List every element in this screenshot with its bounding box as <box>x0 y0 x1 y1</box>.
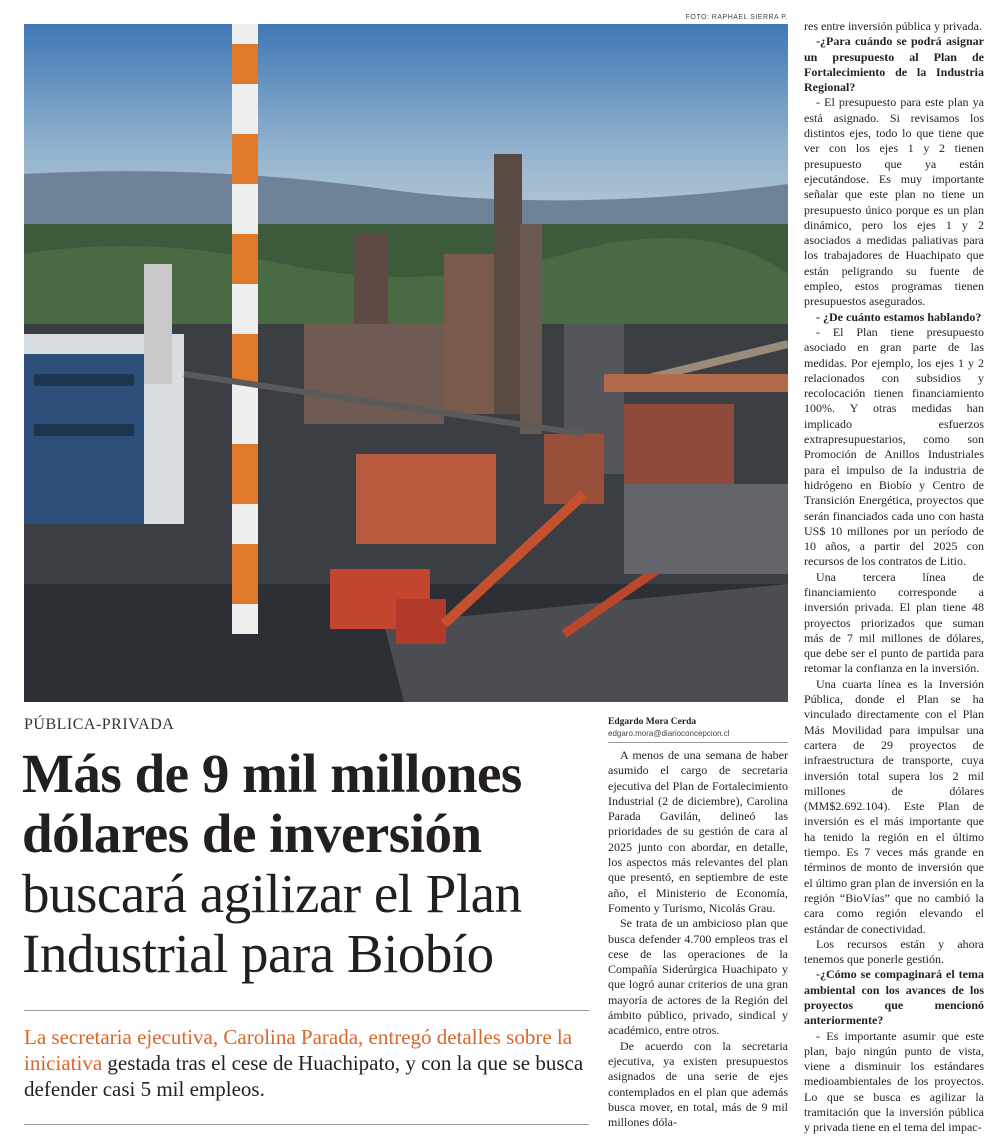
byline-email: edgaro.mora@diarioconcepcion.cl <box>608 729 730 738</box>
deck-accent: La secretaria ejecutiva, Carolina Parada, entregó detalles sobre la iniciativa <box>24 1025 573 1075</box>
bottom-rule <box>24 1124 589 1125</box>
body-paragraph: De acuerdo con la secretaria ejecutiva, ya existen presupuestos asignados de una serie de ejes contemplados en el plan que además busca mover, en total, más de 9 mil millones dóla- <box>608 1038 788 1130</box>
industrial-plant-photo <box>24 24 788 702</box>
byline <box>608 717 798 739</box>
body-paragraph: - El Plan tiene presupuesto asociado en gran parte de las medidas. Por ejemplo, los ejes 1 y 2 relacionados con subsidios y recolocación tienen financiamiento 100%. Y otras medidas han implicado esfuerzos extrapresupuestarios, como son Promoción de Anillos Industriales para el impulso de la industria de hidrógeno en Biobío y Centro de Transición Energética, proyectos que serán financiados cada uno con hasta US$ 10 millones por un período de 10 años, a partir del 2025 con recursos de los contratos de Litio. <box>804 324 984 569</box>
headline-line-4: Industrial para Biobío <box>22 923 494 984</box>
headline-line-2: dólares de inversión <box>22 803 482 864</box>
interview-question: -¿Cómo se compaginará el tema ambiental con los avances de los proyectos que mencionó anteriormente? <box>804 967 984 1028</box>
byline-rule <box>608 742 788 743</box>
interview-question: - ¿De cuánto estamos hablando? <box>816 309 982 324</box>
headline-line-3: buscará agilizar el Plan <box>22 863 522 924</box>
deck <box>24 1024 594 1102</box>
body-paragraph: - Es importante asumir que este plan, bajo ningún punto de vista, viene a disminuir los estándares medioambientales de los proyectos. Lo que se busca es agilizar la tramitación que la inversión pública y privada tiene en el tema del impac- <box>804 1028 984 1135</box>
body-paragraph: A menos de una semana de haber asumido el cargo de secretaria ejecutiva del Plan de Fortalecimiento Industrial (2 de diciembre), Carolina Parada Gavilán, delineó las prioridades de su gestión de cara al 2025 junto con abordar, en detalle, los aspectos más relevantes del plan que presentó, en septiembre de este año, el Ministerio de Economía, Fomento y Turismo, Nicolás Grau. <box>608 748 788 915</box>
deck-rest: gestada tras el cese de Huachipato, y con la que se busca defender casi 5 mil empleos. <box>24 1051 584 1101</box>
body-column-right <box>804 19 984 1139</box>
byline-name: Edgardo Mora Cerda <box>608 717 697 727</box>
body-paragraph: Una tercera línea de financiamiento corresponde a inversión privada. El plan tiene 48 proyectos priorizados que suman más de 7 mil millones de dólares, que debe ser el punto de partida para retomar la confianza en la inversión. <box>804 569 984 676</box>
headline <box>22 744 602 984</box>
body-paragraph: Una cuarta línea es la Inversión Pública, donde el Plan se ha vinculado directamente con el Plan Más Movilidad para impulsar una cartera de 29 proyectos de infraestructura de transporte, cuya inversión total supera los 2 mil millones de dólares (MM$2.692.104). Este Plan de inversión es el más importante que ha tenido la región en el último tiempo. Es 7 veces más grande en términos de monto de inversión que el último gran plan de inversión en la región “BioVías” que no cambió la cara como región elevando el estándar de conectividad. <box>804 676 984 936</box>
interview-question: -¿Para cuándo se podrá asignar un presupuesto al Plan de Fortalecimiento de la Industria Regional? <box>804 34 984 95</box>
headline-divider <box>24 1010 589 1011</box>
photo-credit: FOTO: RAPHAEL SIERRA P. <box>685 14 788 21</box>
body-paragraph: Se trata de un ambicioso plan que busca defender 4.700 empleos tras el cese de las operaciones de la Compañía Siderúrgica Huachipato y que logró aunar criterios de una gran mayoría de actores de la Región del ámbito público, privado, sindical y académico, entre otros. <box>608 916 788 1038</box>
body-paragraph: Los recursos están y ahora tenemos que ponerle gestión. <box>804 936 984 967</box>
body-paragraph: - El presupuesto para este plan ya está asignado. Si revisamos los distintos ejes, todo lo que tiene que ver con los ejes 1 y 2 tienen presupuesto que ya están ejecutándose. Es muy importante señalar que este plan no tiene un presupuesto único porque es un plan dinámico, pero los ejes 1 y 2 asociados a medidas paliativas para los trabajadores de Huachipato que están peligrando su fuente de empleo, estos programas tienen presupuestos asegurados. <box>804 95 984 309</box>
section-kicker: PÚBLICA-PRIVADA <box>24 716 175 733</box>
headline-line-1: Más de 9 mil millones <box>22 743 522 804</box>
body-paragraph: res entre inversión pública y privada. <box>804 19 982 33</box>
body-column-middle <box>608 748 788 1142</box>
